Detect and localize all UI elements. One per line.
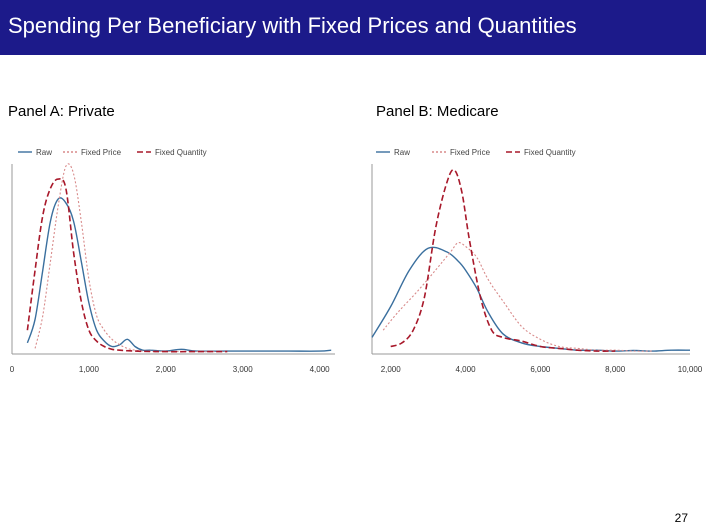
legend-label-fixed-price: Fixed Price bbox=[81, 148, 122, 157]
x-tick-label: 10,000 bbox=[677, 365, 703, 374]
legend-label-raw: Raw bbox=[394, 148, 411, 157]
slide-title: Spending Per Beneficiary with Fixed Prices and Quantities bbox=[8, 13, 577, 38]
x-tick-label: 3,000 bbox=[232, 365, 253, 374]
series-line-raw bbox=[372, 247, 690, 351]
legend-label-fixed-quantity: Fixed Quantity bbox=[155, 148, 207, 157]
legend-label-raw: Raw bbox=[36, 148, 53, 157]
panel-b-chart bbox=[360, 140, 703, 380]
panel-b-title: Panel B: Medicare bbox=[376, 103, 499, 120]
x-tick-label: 1,000 bbox=[78, 365, 99, 374]
series-line-fixed-price bbox=[383, 243, 652, 352]
x-tick-label: 6,000 bbox=[530, 365, 551, 374]
x-tick-label: 8,000 bbox=[605, 365, 626, 374]
series-line-fixed-quantity bbox=[391, 170, 616, 351]
series-line-raw bbox=[27, 198, 331, 351]
series-line-fixed-price bbox=[35, 164, 227, 352]
legend-label-fixed-price: Fixed Price bbox=[450, 148, 491, 157]
x-tick-label: 4,000 bbox=[309, 365, 330, 374]
x-tick-label: 0 bbox=[9, 365, 15, 374]
panel-a-title: Panel A: Private bbox=[8, 103, 115, 120]
title-bar bbox=[0, 0, 706, 55]
series-line-fixed-quantity bbox=[27, 179, 227, 352]
x-tick-label: 2,000 bbox=[155, 365, 176, 374]
legend-label-fixed-quantity: Fixed Quantity bbox=[524, 148, 576, 157]
page-number: 27 bbox=[674, 511, 688, 525]
x-tick-label: 4,000 bbox=[455, 365, 476, 374]
x-tick-label: 2,000 bbox=[380, 365, 401, 374]
panel-a-chart bbox=[0, 140, 345, 380]
